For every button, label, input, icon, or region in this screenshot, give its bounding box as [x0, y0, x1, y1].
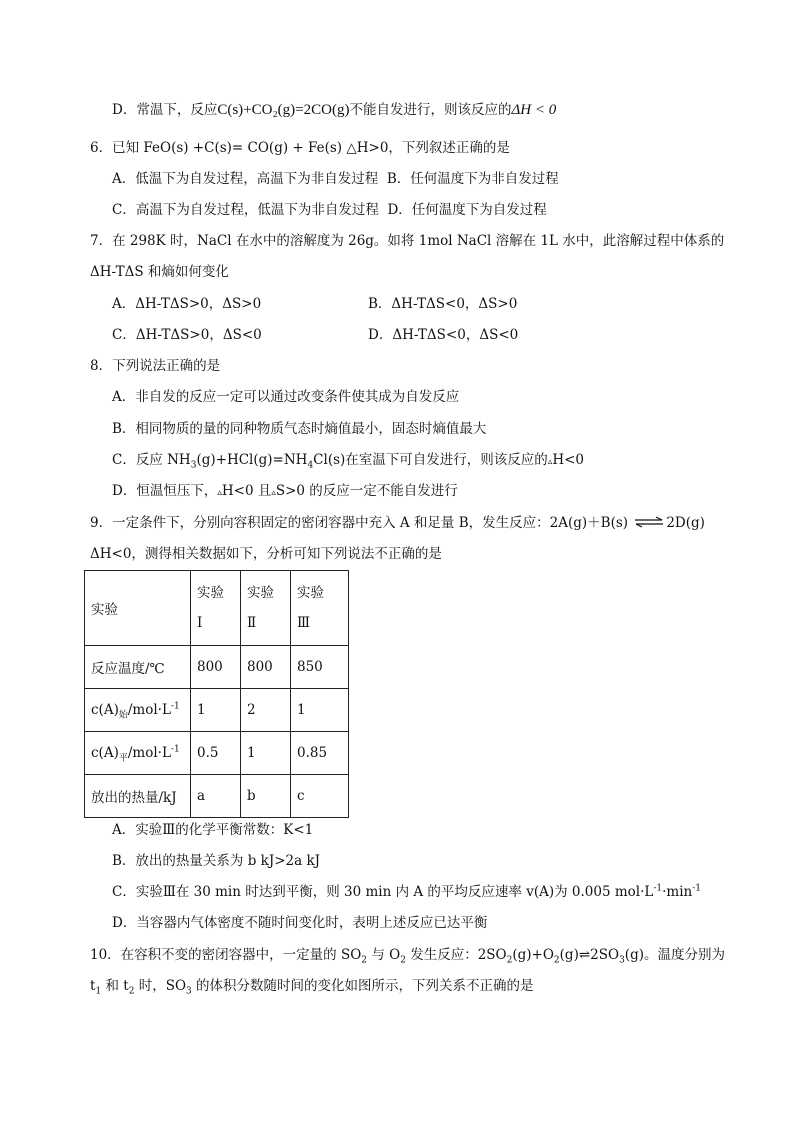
q10-text: (g)。温度分别为: [624, 947, 725, 963]
table-cell: 1: [241, 732, 291, 775]
label-pre: c(A): [91, 702, 119, 718]
q6-option-a: A．低温下为自发过程，高温下为非自发过程: [112, 171, 379, 187]
q9-optc-text: C．实验Ⅲ在 30 min 时达到平衡，则 30 min 内 A 的平均反应速率 v(A)为 0.005 mol·L: [112, 884, 654, 900]
q6-option-b: B．任何温度下为非自发过程: [386, 171, 559, 187]
reversible-arrow-icon: [634, 514, 664, 534]
q10-text: t: [90, 978, 96, 994]
q9-stem-eq-end: 2D(g): [666, 515, 705, 531]
header-label: 实验: [297, 585, 324, 601]
q10-text: 的体积分数随时间的变化如图所示，下列关系不正确的是: [191, 978, 534, 994]
q6-stem: 6．已知 FeO(s) +C(s)= CO(g) + Fe(s) △H>0，下列叙述正确的是: [90, 140, 510, 156]
table-header-cell: [85, 571, 191, 646]
q8-optc-suffix: Cl(s)在室温下可自发进行，则该反应的: [313, 452, 548, 468]
q8-optd-mid: H<0 且: [221, 483, 272, 499]
q5-optd-prefix: D．常温下，反应: [112, 102, 218, 118]
label-pre: c(A): [91, 745, 119, 761]
header-roman: Ⅲ: [297, 615, 311, 631]
q9-optc-end: ·min: [662, 884, 693, 900]
q6-option-c: C．高温下为自发过程，低温下为非自发过程: [112, 202, 379, 218]
table-header-cell: [241, 571, 291, 646]
q10-text: 和 t: [101, 978, 129, 994]
table-cell: 0.85: [291, 732, 349, 775]
q9-stem-line2: ΔH<0，测得相关数据如下，分析可知下列说法不正确的是: [90, 546, 442, 562]
table-cell: c: [291, 775, 349, 818]
table-cell: 2: [241, 689, 291, 732]
q5-option-d: [112, 100, 556, 120]
q10-stem-line1: 10．在容积不变的密闭容器中，一定量的 $SO_2$ 与 $O_2$ 发生反应：$2SO_2(g)+O_2(g)\rightleftharpoons 2SO_3(g)$。温度分别为: [90, 947, 725, 966]
header-roman: Ⅱ: [247, 615, 257, 631]
q8-option-b: B．相同物质的量的同种物质气态时熵值最小，固态时熵值最大: [112, 421, 487, 437]
label-sub: 始: [118, 710, 128, 721]
q9-option-c: C．实验Ⅲ在 30 min 时达到平衡，则 30 min 内 A 的平均反应速率 v(A)为 0.005 $mol\cdot L^{-1}\cdot\min^{-1}$: [112, 883, 702, 900]
q9-option-a: A．实验Ⅲ的化学平衡常数：K<1: [112, 822, 314, 838]
table-row: [85, 646, 349, 689]
table-row: [85, 689, 349, 732]
header-roman: Ⅰ: [197, 615, 203, 631]
table-cell: b: [241, 775, 291, 818]
table-header-cell: [191, 571, 241, 646]
q8-optd-prefix: D．恒温恒压下，: [112, 483, 218, 499]
table-cell: 反应温度/℃: [85, 646, 191, 689]
table-row: [85, 775, 349, 818]
table-cell: $c(A)_始/mol\cdot L^{-1}$: [85, 689, 191, 732]
q8-stem: 8．下列说法正确的是: [90, 358, 221, 374]
q7-option-d: D．ΔH-TΔS<0，ΔS<0: [368, 327, 519, 343]
q6-option-d: D．任何温度下为自发过程: [387, 202, 547, 218]
q10-stem-line2: $t_1$ 和 $t_2$ 时，$SO_3$ 的体积分数随时间的变化如图所示，下列关系不正确的是: [90, 978, 534, 997]
table-header-cell: [291, 571, 349, 646]
table-cell: 850: [291, 646, 349, 689]
table-row: [85, 732, 349, 775]
q8-option-c: C．反应 $NH_3(g)+HCl(g)=NH_4Cl(s)$在室温下可自发进行，则该反应的▵H<0: [112, 452, 584, 471]
q8-option-d: D．恒温恒压下，▵H<0 且▵S>0 的反应一定不能自发进行: [112, 483, 458, 499]
table-cell: 0.5: [191, 732, 241, 775]
header-label: 实验: [91, 602, 118, 618]
table-cell: 800: [191, 646, 241, 689]
q8-optc-prefix: C．反应 NH: [112, 452, 191, 468]
q10-text: 时，SO: [134, 978, 187, 994]
q9-option-d: D．当容器内气体密度不随时间变化时，表明上述反应已达平衡: [112, 915, 488, 931]
table-header-row: [85, 571, 349, 646]
label-post: /mol·L: [127, 745, 171, 761]
q9-stem-line1: [90, 513, 705, 534]
table-cell: 放出的热量/kJ: [85, 775, 191, 818]
table-cell: a: [191, 775, 241, 818]
q5-optd-equation: C(s)+CO₂(g)=2CO(g): [217, 102, 350, 118]
table-cell: $c(A)_平/mol\cdot L^{-1}$: [85, 732, 191, 775]
q10-text: (g)⇌2SO: [559, 947, 620, 963]
header-label: 实验: [197, 585, 224, 601]
q8-option-a: A．非自发的反应一定可以通过改变条件使其成为自发反应: [112, 389, 460, 405]
q8-optd-suffix: S>0 的反应一定不能自发进行: [275, 483, 458, 499]
label-post: /mol·L: [127, 702, 171, 718]
q9-stem-text: 9．一定条件下，分别向容积固定的密闭容器中充入 A 和足量 B，发生反应：2A(g)＋B(s): [90, 515, 629, 531]
label-sub: 平: [118, 753, 128, 764]
q10-text: 10．在容积不变的密闭容器中，一定量的 SO: [90, 947, 362, 963]
q8-optc-mid: (g)+HCl(g)=NH: [196, 452, 308, 468]
q5-optd-math: ΔH < 0: [511, 102, 557, 118]
q8-optc-end: H<0: [552, 452, 584, 468]
q5-optd-suffix: 不能自发进行，则该反应的: [349, 102, 512, 118]
table-cell: 800: [241, 646, 291, 689]
header-label: 实验: [247, 585, 274, 601]
q7-option-b: B．ΔH-TΔS<0，ΔS>0: [368, 296, 518, 312]
q10-text: 发生反应：2SO: [405, 947, 507, 963]
table-cell: 1: [291, 689, 349, 732]
q9-option-b: B．放出的热量关系为 b kJ>2a kJ: [112, 853, 321, 869]
q6-option-a-b: [112, 169, 559, 189]
q10-text: 与 O: [367, 947, 401, 963]
table-cell: 1: [191, 689, 241, 732]
q9-data-table: [84, 570, 349, 818]
q10-text: (g)+O: [512, 947, 554, 963]
q7-stem-line2: ΔH-TΔS 和熵如何变化: [90, 264, 229, 280]
q6-option-c-d: [112, 200, 547, 220]
q7-option-c: C．ΔH-TΔS>0，ΔS<0: [112, 327, 262, 343]
q7-option-a: A．ΔH-TΔS>0，ΔS>0: [112, 296, 262, 312]
q7-stem-line1: 7．在 298K 时，NaCl 在水中的溶解度为 26g。如将 1mol NaCl 溶解在 1L 水中，此溶解过程中体系的: [90, 233, 725, 249]
